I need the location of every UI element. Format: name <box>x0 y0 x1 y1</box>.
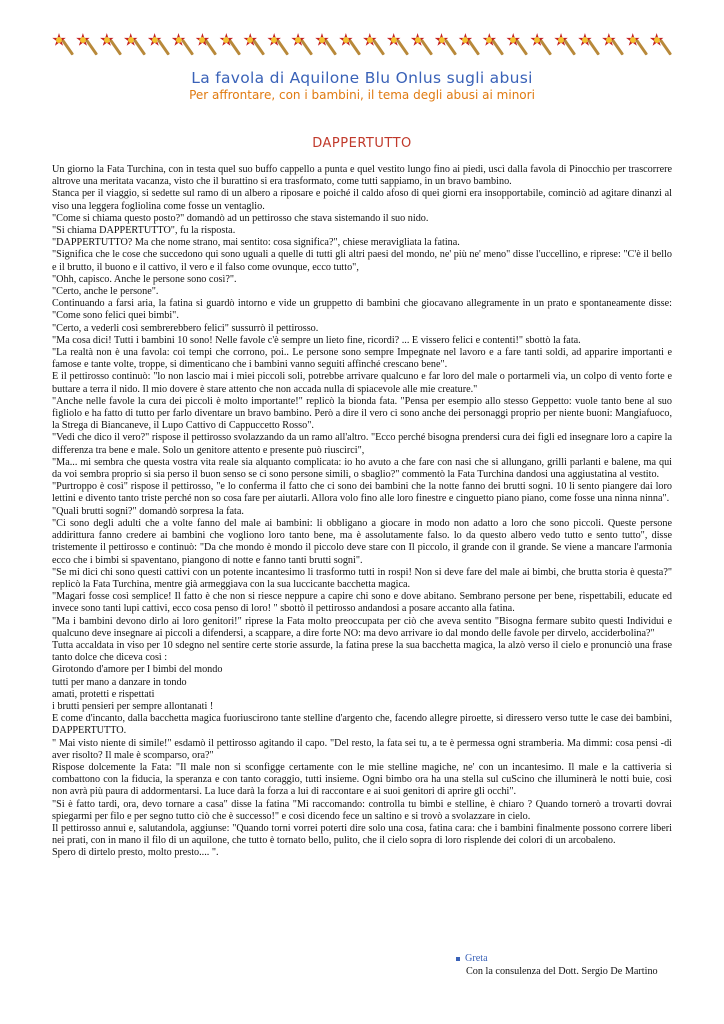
paragraph: "Come si chiama questo posto?" domandò ad un pettirosso che stava sistemando il suo nido. <box>52 212 429 224</box>
paragraph: "Si chiama DAPPERTUTTO", fu la risposta. <box>52 225 236 237</box>
paragraph: "Ci sono degli adulti che a volte fanno del male ai bambini: li obbligano a giocare in modo non adatto a loro che sono piccoli. Queste persone addirittura fanno credere ai bambini che vogliono loro tanto bene, ma è assolutamente falso. lo da questo albero vedo tutto e sento tutto", disse tristemente il pettirosso e continuò: "Da che mondo è mondo il piccolo deve stare con Il piccolo, il grande con il grande. Se viene a mancare l'armonia ecco che i bimbi si spaventano, piangono di notte e fanno tanti brutti sogni". <box>52 517 672 566</box>
paragraph: "DAPPERTUTTO? Ma che nome strano, mai sentito: cosa significa?", chiese meravigliata la fatina. <box>52 237 460 249</box>
site-title: La favola di Aquilone Blu Onlus sugli abusi <box>191 69 533 87</box>
paragraph: "Significa che le cose che succedono qui sono uguali a quelle di tutti gli altri paesi del mondo, ne' più ne' meno" disse l'uccellino, e riprese: "C'è il bello e il brutto, il buono e il cattivo, il vero e il falso come ovunque, ecco tutto", <box>52 249 672 273</box>
paragraph: "Se mi dici chi sono questi cattivi con un potente incantesimo li trasformo tutti in rospi! Non si deve fare del male ai bimbi, che brutta storia è questa?" replicò la Fata Turchina, mentre già armeggiava con la sua luccicante bacchetta magica. <box>52 566 672 590</box>
paragraph: "Ohh, capisco. Anche le persone sono così?". <box>52 273 237 285</box>
magic-wand-icon <box>530 36 552 58</box>
poem-line: Girotondo d'amore per I bimbi del mondo <box>52 664 223 676</box>
paragraph: "Anche nelle favole la cura dei piccoli è molto importante!" replicò la bionda fata. "Pensa per esempio allo stesso Geppetto: vuole tanto bene al suo figliolo e ha fatto di tutto per farlo diventare un bravo bambino. Però a dire il vero ci sono anche dei personaggi proprio per niente buoni: Mangiafuoco, la Strega di Biancaneve, il Lupo Cattivo di Cappuccetto Rosso". <box>52 395 672 432</box>
magic-wand-icon <box>458 36 480 58</box>
paragraph: "Ma cosa dici! Tutti i bambini 10 sono! Nelle favole c'è sempre un lieto fine, ricordi? ... E vissero felici e contenti!" sbottò la fata. <box>52 334 581 346</box>
paragraph: " Mai visto niente di simile!" esdamò il pettirosso agitando il capo. "Del resto, la fata sei tu, a te è permessa ogni stramberia. Ma dimmi: cosa pensi -di aver risolto? Il male è scomparso, ora?" <box>52 737 672 761</box>
paragraph: "Certo, anche le persone". <box>52 286 159 298</box>
poem-line: i brutti pensieri per sempre allontanati ! <box>52 700 214 712</box>
magic-wand-icon <box>52 36 74 58</box>
magic-wand-icon <box>291 36 313 58</box>
magic-wand-icon <box>411 36 433 58</box>
poem-line: tutti per mano a danzare in tondo <box>52 676 187 688</box>
paragraph: "Magari fosse così semplice! Il fatto è che non si riesce neppure a capire chi sono e dove abitano. Sembrano persone per bene, rispettabili, educate ed invece sono tanti lupi cattivi, ecco cosa penso di loro! " sbottò il pettirosso andandosi a posare accanto alla fatina. <box>52 591 672 615</box>
magic-wand-icon <box>626 36 648 58</box>
magic-wand-icon <box>315 36 337 58</box>
magic-wand-icon <box>339 36 361 58</box>
paragraph: Tutta accaldata in viso per 10 sdegno nel sentire certe storie assurde, la fatina prese la sua bacchetta magica, la alzò verso il cielo e pronunciò una frase tanto dolce che diceva così : <box>52 639 672 664</box>
magic-wand-icon <box>267 36 289 58</box>
paragraph: "Ma... mi sembra che questa vostra vita reale sia alquanto complicata: io ho avuto a che fare con nasi che si allungano, grilli parlanti e balene, ma qui da voi sembra proprio si sia perso il buon senso se ci sono persone simili, o sbaglio?" commentò la Fata Turchina dandosi una aggiustatina al vestito. <box>52 456 672 481</box>
paragraph: "Si è fatto tardi, ora, devo tornare a casa" disse la fatina "Mi raccomando: controlla tu bimbi e stelline, è chiaro ? Quando tornerò a trovarti dovrai spiegarmi per filo e per segno tutto ciò che è successo!" e così dicendo fece un saltino e si trovò a svolazzare in cielo. <box>52 798 672 822</box>
paragraph: Rispose dolcemente la Fata: "Il male non si sconfigge certamente con le mie stelline magiche, ne' con un incantesimo. Il male e la cattiveria si combattono con la fiducia, la speranza e con tanto coraggio, tutti insieme. Ogni bimbo ora ha una stella sul cuScino che illuminerà le notti buie, così non avrà più paura di addormentarsi. La luce darà la forza a lui di raccontare e ai suoi genitori di aprire gli occhi". <box>52 761 672 798</box>
paragraph: "Purtroppo è così" rispose il pettirosso, "e lo conferma il fatto che ci sono dei bambini che la notte fanno dei brutti sogni. 10 li sento piangere dai loro lettini e divento tanto triste perché non so cosa fare per aiutarli. Allora volo fino alle loro finestre e cinguetto piano piano, come fosse una ninna ninna". <box>52 481 672 505</box>
paragraph: "La realtà non è una favola: coi tempi che corrono, poi.. Le persone sono sempre Impegnate nel lavoro e a fare tanti soldi, ad apparire importanti e famose e tante volte, troppe, si dimenticano che i bambini vanno seguiti affinché crescano bene". <box>52 347 672 371</box>
magic-wand-icon <box>100 36 122 58</box>
magic-wand-icon <box>124 36 146 58</box>
magic-wand-icon <box>387 36 409 58</box>
author-name: Greta <box>465 953 488 964</box>
magic-wand-icon <box>195 36 217 58</box>
magic-wand-icon <box>76 36 98 58</box>
paragraph: Continuando a farsi aria, la fatina si guardò intorno e vide un gruppetto di bambini che giocavano allegramente in un prato e spontaneamente disse: "Come sono felici quei bimbi". <box>52 298 672 322</box>
magic-wand-icon <box>172 36 194 58</box>
credit-line: Con la consulenza del Dott. Sergio De Martino <box>466 966 658 977</box>
paragraph: "Certo, a vederli così sembrerebbero felici" sussurrò il pettirosso. <box>52 322 319 334</box>
paragraph: "Quali brutti sogni?" domandò sorpresa la fata. <box>52 505 244 517</box>
poem-line: amati, protetti e rispettati <box>52 688 155 700</box>
paragraph: E il pettirosso continuò: "lo non lascio mai i miei piccoli soli, potrebbe arrivare qualcuno e far loro del male o portarmeli via, un colpo di vento forte e buttare a terra il nido. Il mio dovere è stare attento che non accada nulla di spiacevole alle mie creature." <box>52 371 672 395</box>
wand-ornament-row <box>52 36 672 58</box>
magic-wand-icon <box>435 36 457 58</box>
story-body <box>52 164 672 860</box>
magic-wand-icon <box>243 36 265 58</box>
magic-wand-icon <box>602 36 624 58</box>
site-subtitle: Per affrontare, con i bambini, il tema degli abusi ai minori <box>189 88 535 102</box>
paragraph: Un giorno la Fata Turchina, con in testa quel suo buffo cappello a punta e quel vestito lungo fino ai piedi, uscì dalla favola di Pinocchio per trascorrere altrove una meritata vacanza, visto che il burattino si era trasformato, come tutti sappiamo, in un bravo bambino. <box>52 164 672 188</box>
bullet-icon <box>456 957 460 961</box>
magic-wand-icon <box>506 36 528 58</box>
paragraph: "Vedi che dico il vero?" rispose il pettirosso svolazzando da un ramo all'altro. "Ecco perché bisogna prendersi cura dei figli ed insegnare loro a capire la differenza tra bene e male. Solo un genitore attento e presente può riuscirci", <box>52 432 672 456</box>
magic-wand-icon <box>554 36 576 58</box>
magic-wand-icon <box>148 36 170 58</box>
paragraph: E come d'incanto, dalla bacchetta magica fuoriuscirono tante stelline d'argento che, facendo allegre piroette, si diressero verso tutte le case dei bambini, DAPPERTUTTO. <box>52 713 672 737</box>
footer <box>456 952 658 978</box>
paragraph: "Ma i bambini devono dirlo ai loro genitori!" riprese la Fata molto preoccupata per ciò che aveva sentito "Bisogna fermare subito questi Individui e qualcuno deve insegnare ai piccoli a difendersi, a scappare, a dire forte NO: ma devo arrivare io dal mondo delle favole per dirvelo, acciderbolina?" <box>52 615 672 639</box>
magic-wand-icon <box>219 36 241 58</box>
magic-wand-icon <box>578 36 600 58</box>
paragraph: Il pettirosso annuì e, salutandola, aggiunse: "Quando torni vorrei poterti dire solo una cosa, fatina cara: che i bambini finalmente possono correre liberi nei prati, con in mano il filo di un aquilone, che tutto è tornato bello, pulito, che il cielo sopra di loro risplende dei colori di un arcobaleno. <box>52 822 672 847</box>
paragraph: Stanca per il viaggio, si sedette sul ramo di un albero a riposare e poiché il caldo afoso di quei giorni era insopportabile, cominciò ad agitare dinanzi al viso una leggera fogliolina come fosse un ventaglio. <box>52 188 672 212</box>
magic-wand-icon <box>650 36 672 58</box>
paragraph: Spero di dirtelo presto, molto presto.... ". <box>52 847 219 859</box>
story-title: DAPPERTUTTO <box>312 136 412 151</box>
magic-wand-icon <box>363 36 385 58</box>
magic-wand-icon <box>482 36 504 58</box>
